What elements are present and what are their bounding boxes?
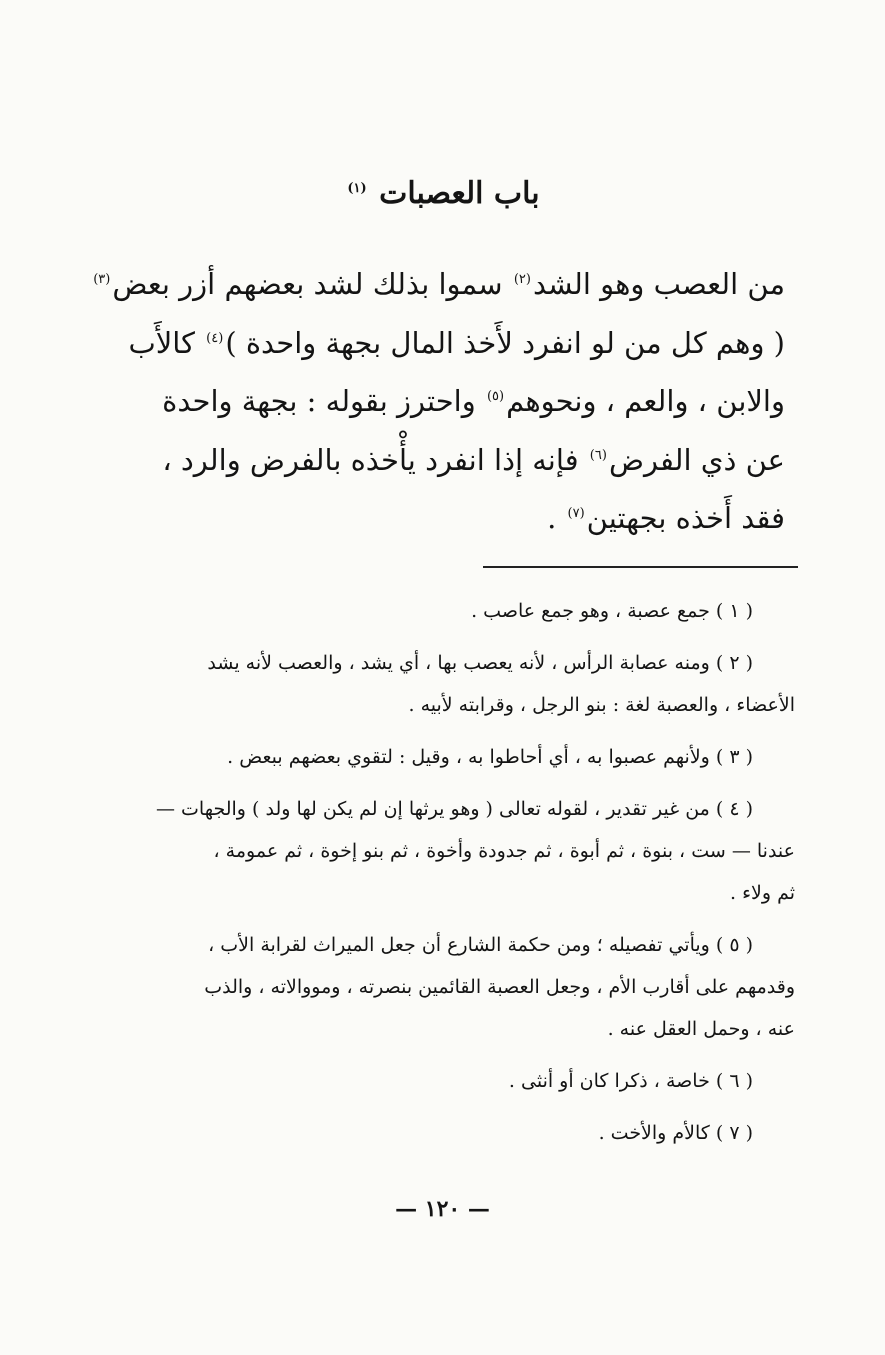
footnote-ref: (٣) — [93, 272, 111, 288]
footnote-ref: (٧) — [567, 506, 585, 522]
main-text-segment: عن ذي الفرض — [608, 442, 785, 477]
main-text-segment: فإنه إذا انفرد يأْخذه بالفرض والرد ، — [162, 442, 588, 477]
chapter-title — [0, 176, 885, 211]
chapter-title-text: باب العصبات — [379, 176, 540, 211]
footnote-line: عندنا — ست ، بنوة ، ثم أبوة ، ثم جدودة وأخوة ، ثم بنو إخوة ، ثم عمومة ، — [213, 840, 795, 862]
footnote-line: ( ٢ ) ومنه عصابة الرأس ، لأنه يعصب بها ، أي يشد ، والعصب لأنه يشد — [207, 652, 753, 674]
footnote-line: ( ٦ ) خاصة ، ذكرا كان أو أنثى . — [508, 1070, 753, 1092]
main-text-segment: والابن ، والعم ، ونحوهم — [506, 384, 785, 418]
footnotes — [60, 590, 795, 1164]
footnote — [60, 788, 795, 914]
main-text-segment: من العصب وهو الشد — [532, 267, 785, 301]
footnote-ref: (٤) — [206, 330, 224, 346]
main-text-line — [60, 489, 785, 548]
main-text-line — [60, 372, 785, 431]
footnote-line: ( ٧ ) كالأم والأخت . — [598, 1122, 753, 1144]
footnote-line: ثم ولاء . — [730, 882, 795, 904]
footnote-line: ( ١ ) جمع عصبة ، وهو جمع عاصب . — [471, 600, 753, 622]
main-text-line — [60, 314, 785, 373]
footnote — [60, 590, 795, 632]
footnote-line: الأعضاء ، والعصبة لغة : بنو الرجل ، وقرابته لأبيه . — [408, 694, 795, 716]
footnote-line: ( ٣ ) ولأنهم عصبوا به ، أي أحاطوا به ، وقيل : لتقوي بعضهم ببعض . — [227, 746, 753, 768]
main-text-segment: واحترز بقوله : بجهة واحدة — [162, 384, 485, 418]
main-text-segment: . — [547, 501, 566, 535]
footnote — [60, 736, 795, 778]
footnote-line: ( ٤ ) من غير تقدير ، لقوله تعالى ( وهو يرثها إن لم يكن لها ولد ) والجهات — — [156, 798, 753, 820]
footnote — [60, 642, 795, 726]
footnote-line: ( ٥ ) ويأتي تفصيله ؛ ومن حكمة الشارع أن جعل الميراث لقرابة الأب ، — [208, 934, 753, 956]
chapter-title-footnote-ref: (١) — [347, 181, 367, 196]
footnote — [60, 1112, 795, 1154]
footnote — [60, 1060, 795, 1102]
main-text-segment: ( وهم كل من لو انفرد لأَخذ المال بجهة واحدة ) — [225, 325, 785, 360]
main-text-line — [60, 255, 785, 314]
main-text-line — [60, 431, 785, 490]
main-text-segment: فقد أَخذه بجهتين — [586, 501, 785, 535]
footnote-line: عنه ، وحمل العقل عنه . — [607, 1018, 795, 1040]
footnote — [60, 924, 795, 1050]
footnote-ref: (٢) — [513, 272, 531, 288]
main-text — [60, 255, 785, 548]
main-text-segment: سموا بذلك لشد بعضهم أزر بعض — [112, 267, 512, 301]
footnote-separator — [483, 566, 798, 568]
footnote-line: وقدمهم على أقارب الأم ، وجعل العصبة القائمين بنصرته ، ومووالاته ، والذب — [204, 976, 795, 998]
page-number: — ١٢٠ — — [395, 1196, 490, 1222]
footnote-ref: (٥) — [486, 389, 505, 405]
footnote-ref: (٦) — [589, 447, 607, 463]
main-text-segment: كالأَب — [128, 325, 205, 360]
